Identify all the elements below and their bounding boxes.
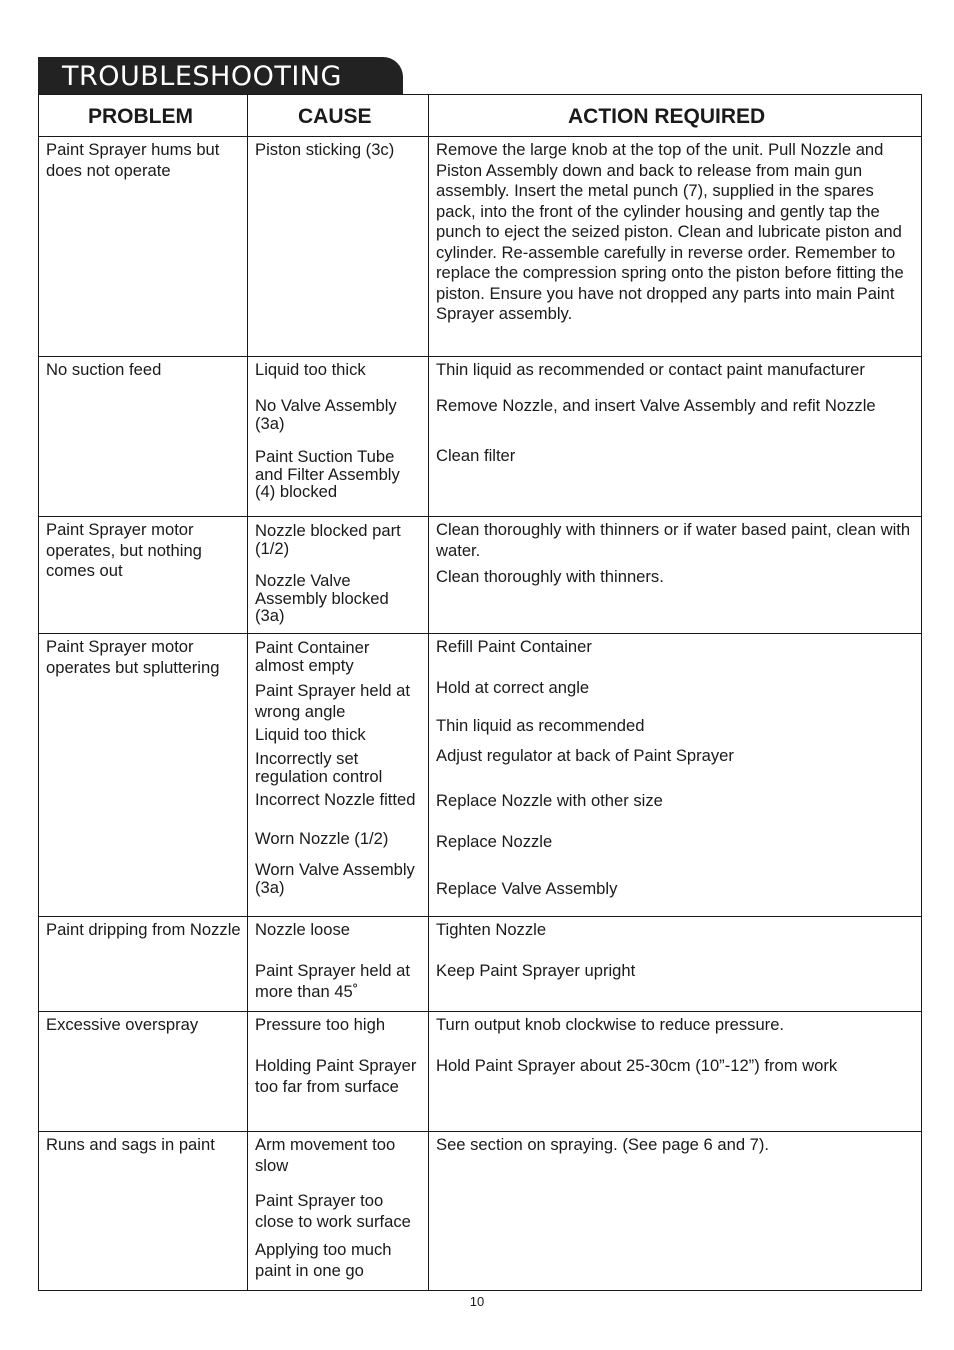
cause-text: Applying too much paint in one go [255,1240,392,1280]
action-cell [429,1132,922,1291]
problem-text: Paint Sprayer motor operates but spluttering [46,637,220,677]
action-cell [429,357,922,517]
problem-text: Paint Sprayer hums but does not operate [46,140,220,180]
section-banner [38,57,403,95]
problem-cell [39,1132,248,1291]
cause-cell [248,1132,429,1291]
section-title: TROUBLESHOOTING [62,61,342,92]
cause-text: Piston sticking (3c) [255,140,395,159]
cause-text: Arm movement too slow [255,1135,396,1175]
cause-text: Incorrect Nozzle fitted [255,790,416,809]
cause-text: Paint Suction Tube and Filter Assembly (4) blocked [255,447,400,501]
action-text: Keep Paint Sprayer upright [436,961,636,980]
cause-cell [248,517,429,634]
cause-text: Nozzle blocked part (1/2) [255,521,401,558]
cause-text: Nozzle loose [255,920,351,939]
action-text: Replace Nozzle with other size [436,791,663,810]
table-row [39,1132,922,1291]
action-text: Clean filter [436,446,516,465]
problem-header: PROBLEM [39,95,248,137]
cause-text: No Valve Assembly (3a) [255,396,397,433]
table-row [39,1012,922,1132]
page-number: 10 [469,1294,485,1309]
troubleshooting-table [38,94,922,1291]
action-cell [429,517,922,634]
cause-cell [248,634,429,917]
action-text: Tighten Nozzle [436,920,547,939]
problem-cell [39,634,248,917]
problem-cell [39,1012,248,1132]
action-text: See section on spraying. (See page 6 and 7). [436,1135,770,1154]
action-text: Adjust regulator at back of Paint Sprayer [436,746,734,765]
table-row [39,357,922,517]
action-text: Replace Nozzle [436,832,553,851]
cause-text: Liquid too thick [255,360,366,379]
table-row [39,917,922,1012]
problem-text: Paint dripping from Nozzle [46,920,241,939]
cause-text: Paint Sprayer held at more than 45˚ [255,961,410,1001]
cause-text: Worn Nozzle (1/2) [255,829,389,848]
cause-cell [248,137,429,357]
problem-text: Paint Sprayer motor operates, but nothing comes out [46,520,202,580]
problem-text: Excessive overspray [46,1015,199,1034]
action-text: Thin liquid as recommended or contact paint manufacturer [436,360,865,379]
action-text: Clean thoroughly with thinners. [436,567,664,586]
problem-cell [39,357,248,517]
cause-text: Nozzle Valve Assembly blocked (3a) [255,571,389,625]
cause-text: Incorrectly set regulation control [255,749,383,786]
problem-text: No suction feed [46,360,162,379]
table-row [39,137,922,357]
cause-text: Liquid too thick [255,725,366,744]
problem-cell [39,917,248,1012]
action-cell [429,137,922,357]
cause-text: Paint Sprayer held at wrong angle [255,681,410,721]
cause-text: Paint Sprayer too close to work surface [255,1191,411,1231]
action-text: Hold at correct angle [436,678,590,697]
cause-text: Pressure too high [255,1015,386,1034]
table-row [39,517,922,634]
action-text: Remove Nozzle, and insert Valve Assembly and refit Nozzle [436,396,876,415]
cause-cell [248,1012,429,1132]
cause-text: Worn Valve Assembly (3a) [255,860,415,897]
problem-text: Runs and sags in paint [46,1135,215,1154]
action-cell [429,1012,922,1132]
action-text: Replace Valve Assembly [436,879,618,898]
table-row [39,634,922,917]
cause-text: Paint Container almost empty [255,638,370,675]
action-text: Hold Paint Sprayer about 25-30cm (10”-12”) from work [436,1056,838,1075]
action-text: Remove the large knob at the top of the unit. Pull Nozzle and Piston Assembly down and back to release from main gun assembly. Insert the metal punch (7), supplied in the spares pack, into the front of the cylinder housing and gently tap the punch to eject the seized piston. Clean and lubricate piston and cylinder. Re-assemble carefully in reverse order. Remember to replace the compression spring onto the piston before fitting the piston. Ensure you have not dropped any parts into main Paint Sprayer assembly. [436,140,904,323]
action-text: Thin liquid as recommended [436,716,645,735]
action-text: Clean thoroughly with thinners or if water based paint, clean with water. [436,520,911,560]
action-text: Refill Paint Container [436,637,592,656]
cause-text: Holding Paint Sprayer too far from surface [255,1056,417,1096]
cause-header: CAUSE [248,95,429,137]
problem-cell [39,517,248,634]
problem-cell [39,137,248,357]
cause-cell [248,357,429,517]
action-header: ACTION REQUIRED [429,95,922,137]
header-row [39,95,922,137]
action-cell [429,634,922,917]
cause-cell [248,917,429,1012]
action-text: Turn output knob clockwise to reduce pressure. [436,1015,785,1034]
action-cell [429,917,922,1012]
